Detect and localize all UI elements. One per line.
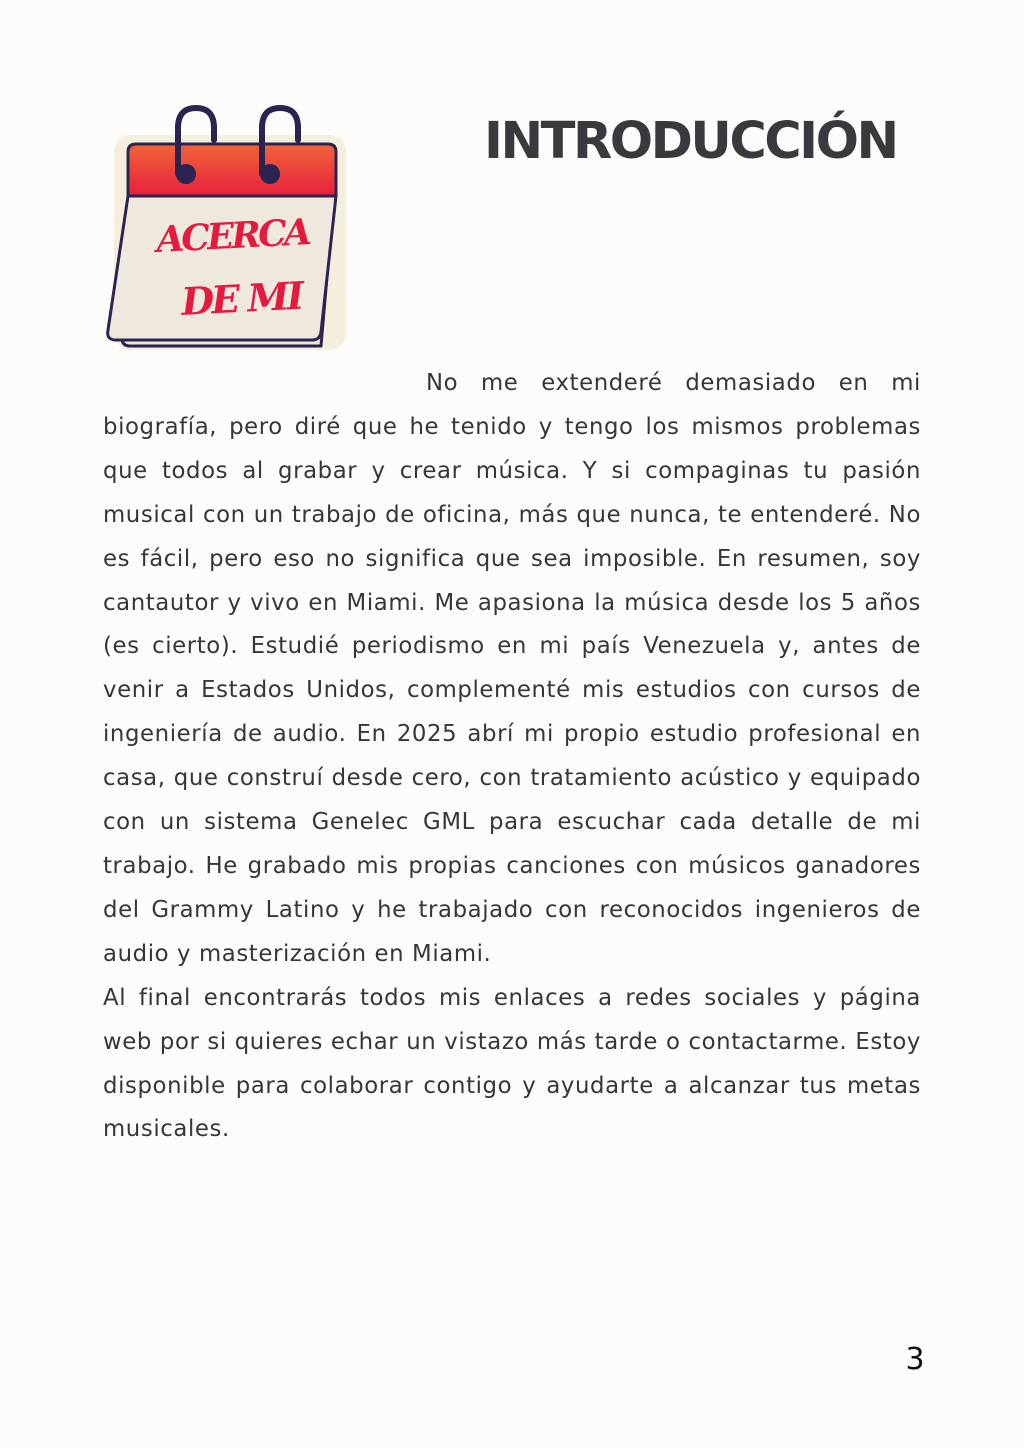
page-number: 3 xyxy=(905,1342,925,1377)
body-text xyxy=(103,362,921,1152)
calendar-icon xyxy=(100,100,348,355)
closing-paragraph: Al final encontrarás todos mis enlaces a redes sociales y página web por si quieres echar un vistazo más tarde o contactarme. Estoy disponible para colaborar contigo y ayudarte a alcanzar tus metas musicales. xyxy=(103,984,921,1143)
badge-line2: DE MI xyxy=(180,272,303,324)
intro-paragraph: No me extenderé demasiado en mi biografía, pero diré que he tenido y tengo los mismos problemas que todos al grabar y crear música. Y si compaginas tu pasión musical con un trabajo de oficina, más que nunca, te entenderé. No es fácil, pero eso no significa que sea imposible. En resumen, soy cantautor y vivo en Miami. Me apasiona la música desde los 5 años (es cierto). Estudié periodismo en mi país Venezuela y, antes de venir a Estados Unidos, complementé mis estudios con cursos de ingeniería de audio. En 2025 abrí mi propio estudio profesional en casa, que construí desde cero, con tratamiento acústico y equipado con un sistema Genelec GML para escuchar cada detalle de mi trabajo. He grabado mis propias canciones con músicos ganadores del Grammy Latino y he trabajado con reconocidos ingenieros de audio y masterización en Miami. xyxy=(103,370,921,967)
calendar-badge xyxy=(100,100,348,355)
badge-line1: ACERCA xyxy=(155,211,310,261)
page-title: INTRODUCCIÓN xyxy=(484,112,897,171)
